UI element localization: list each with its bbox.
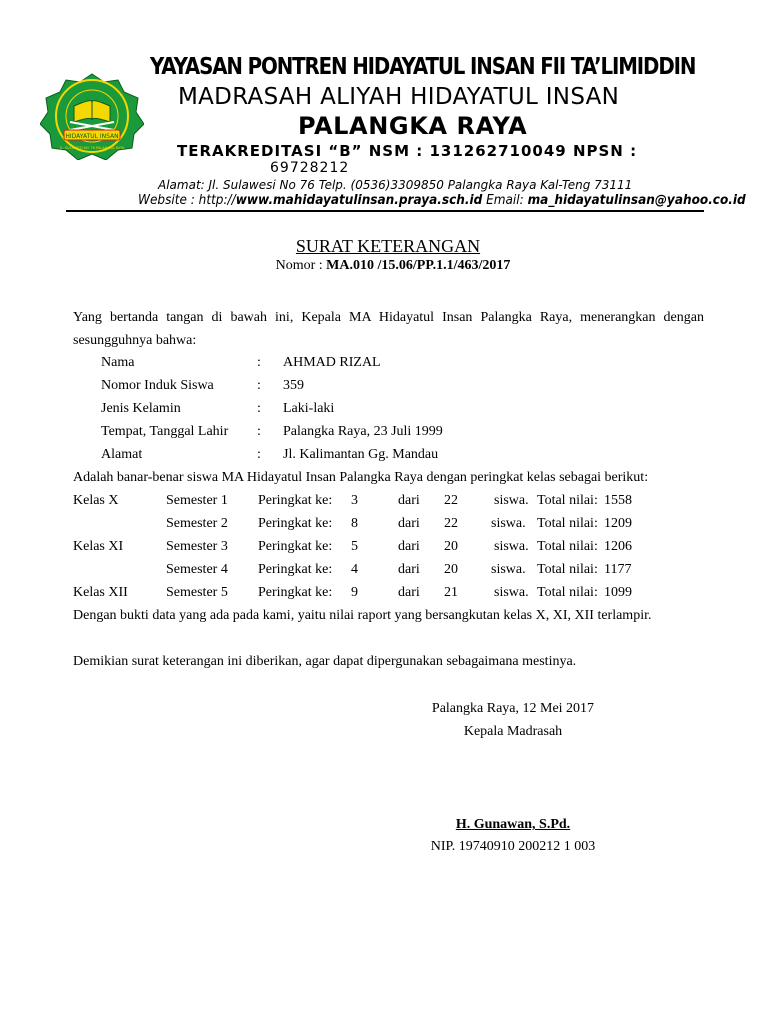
- students-label: siswa.: [494, 585, 529, 600]
- header-divider: [66, 210, 704, 212]
- closing-statement: Demikian surat keterangan ini diberikan, agar dapat dipergunakan sebagaimana mestinya.: [73, 654, 577, 669]
- class-label: Kelas X: [73, 493, 119, 508]
- number-value: MA.010 /15.06/PP.1.1/463/2017: [326, 258, 511, 273]
- semester-label: Semester 4: [166, 562, 228, 577]
- semester-label: Semester 2: [166, 516, 228, 531]
- total-score-label: Total nilai:: [537, 516, 598, 531]
- field-value: AHMAD RIZAL: [283, 355, 381, 370]
- of-label: dari: [398, 539, 420, 554]
- rank-value: 4: [351, 562, 358, 577]
- website-link[interactable]: www.mahidayatulinsan.praya.sch.id: [235, 193, 483, 208]
- intro-paragraph: Yang bertanda tangan di bawah ini, Kepala MA Hidayatul Insan Palangka Raya, menerangkan dengan sesungguhnya bahwa:: [73, 310, 704, 348]
- total-score-label: Total nilai:: [537, 562, 598, 577]
- rank-value: 9: [351, 585, 358, 600]
- rank-label: Peringkat ke:: [258, 585, 333, 600]
- field-label: Alamat: [101, 447, 143, 462]
- total-score-label: Total nilai:: [537, 585, 598, 600]
- of-label: dari: [398, 562, 420, 577]
- number-label: Nomor :: [275, 258, 327, 273]
- of-label: dari: [398, 516, 420, 531]
- field-value: Jl. Kalimantan Gg. Mandau: [283, 447, 439, 462]
- place-date: Palangka Raya, 12 Mei 2017: [431, 701, 595, 716]
- npsn-number: 69728212: [270, 160, 350, 176]
- class-label: Kelas XII: [73, 585, 128, 600]
- class-size: 22: [444, 516, 458, 531]
- website-label: Website : http://: [138, 193, 236, 208]
- field-label: Jenis Kelamin: [101, 401, 181, 416]
- total-score-label: Total nilai:: [537, 539, 598, 554]
- rank-value: 3: [351, 493, 358, 508]
- field-separator: :: [257, 355, 261, 370]
- school-logo: [40, 72, 144, 160]
- field-separator: :: [257, 401, 261, 416]
- class-size: 22: [444, 493, 458, 508]
- semester-label: Semester 5: [166, 585, 228, 600]
- rank-label: Peringkat ke:: [258, 493, 333, 508]
- rank-label: Peringkat ke:: [258, 539, 333, 554]
- class-label: Kelas XI: [73, 539, 124, 554]
- total-score: 1177: [604, 562, 632, 577]
- semester-label: Semester 3: [166, 539, 228, 554]
- rank-label: Peringkat ke:: [258, 562, 333, 577]
- of-label: dari: [398, 585, 420, 600]
- total-score: 1209: [604, 516, 632, 531]
- field-separator: :: [257, 378, 261, 393]
- class-size: 20: [444, 562, 458, 577]
- students-label: siswa.: [494, 493, 529, 508]
- field-label: Tempat, Tanggal Lahir: [101, 424, 229, 439]
- email-label: Email:: [482, 193, 528, 208]
- school-address: Alamat: Jl. Sulawesi No 76 Telp. (0536)3309850 Palangka Raya Kal-Teng 73111: [158, 178, 633, 192]
- foundation-name: YAYASAN PONTREN HIDAYATUL INSAN FII TA’LIMIDDIN: [150, 54, 696, 80]
- letter-number: [0, 258, 768, 274]
- field-label: Nama: [101, 355, 135, 370]
- signer-position: Kepala Madrasah: [463, 724, 563, 739]
- class-size: 21: [444, 585, 458, 600]
- field-value: Palangka Raya, 23 Juli 1999: [283, 424, 443, 439]
- field-separator: :: [257, 424, 261, 439]
- rank-value: 5: [351, 539, 358, 554]
- school-name: MADRASAH ALIYAH HIDAYATUL INSAN: [178, 84, 620, 110]
- ranking-intro: Adalah banar-benar siswa MA Hidayatul Insan Palangka Raya dengan peringkat kelas sebagai berikut:: [73, 470, 649, 485]
- field-value: Laki-laki: [283, 401, 335, 416]
- total-score: 1558: [604, 493, 632, 508]
- semester-label: Semester 1: [166, 493, 228, 508]
- total-score: 1099: [604, 585, 632, 600]
- field-separator: :: [257, 447, 261, 462]
- contact-line: [138, 193, 746, 208]
- logo-ribbon-text: HIDAYATUL INSAN: [65, 133, 119, 140]
- class-size: 20: [444, 539, 458, 554]
- signer-nip: NIP. 19740910 200212 1 003: [430, 839, 596, 854]
- rank-label: Peringkat ke:: [258, 516, 333, 531]
- signer-name: H. Gunawan, S.Pd.: [455, 817, 571, 832]
- students-label: siswa.: [491, 516, 526, 531]
- field-label: Nomor Induk Siswa: [101, 378, 214, 393]
- field-value: 359: [283, 378, 304, 393]
- school-city: PALANGKA RAYA: [298, 112, 528, 140]
- email-link[interactable]: ma_hidayatulinsan@yahoo.co.id: [527, 193, 746, 208]
- rank-value: 8: [351, 516, 358, 531]
- total-score-label: Total nilai:: [537, 493, 598, 508]
- evidence-statement: Dengan bukti data yang ada pada kami, yaitu nilai raport yang bersangkutan kelas X, XI, XII terlampir.: [73, 608, 652, 623]
- students-label: siswa.: [491, 562, 526, 577]
- letter-title: SURAT KETERANGAN: [295, 236, 481, 256]
- logo-bottom-text: JL. SULAWESI NO 76 PALANGKA RAYA: [59, 146, 125, 150]
- accreditation-line: TERAKREDITASI “B” NSM : 131262710049 NPSN :: [177, 142, 638, 160]
- of-label: dari: [398, 493, 420, 508]
- total-score: 1206: [604, 539, 632, 554]
- students-label: siswa.: [494, 539, 529, 554]
